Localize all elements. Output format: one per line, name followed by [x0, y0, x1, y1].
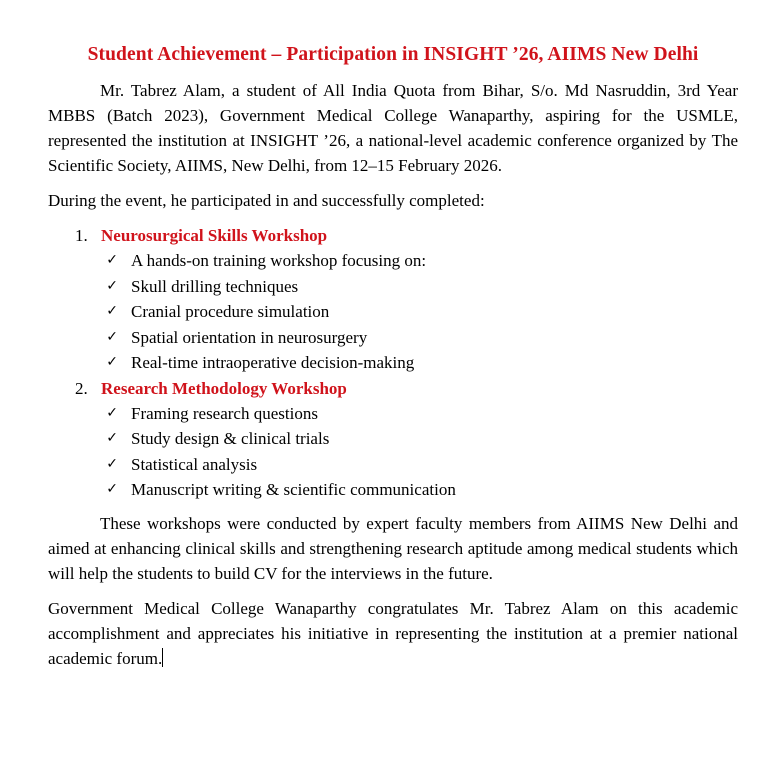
- workshop-topics: [48, 401, 738, 503]
- list-item: [48, 325, 738, 351]
- workshop-topics: [48, 248, 738, 376]
- list-item: [48, 426, 738, 452]
- list-item-text: A hands-on training workshop focusing on:: [131, 251, 427, 270]
- list-item: [48, 350, 738, 376]
- list-item-text: Study design & clinical trials: [131, 429, 330, 448]
- list-item: [48, 452, 738, 478]
- checkmark-icon: ✓: [106, 354, 118, 370]
- congratulations-paragraph[interactable]: [48, 596, 738, 671]
- document-page: [48, 44, 738, 671]
- lead-in-paragraph: During the event, he participated in and successfully completed:: [48, 191, 485, 210]
- list-item-text: Statistical analysis: [131, 454, 258, 474]
- checkmark-icon: ✓: [106, 252, 118, 268]
- list-item-text: Manuscript writing & scientific communication: [131, 480, 456, 499]
- workshop-title: Research Methodology Workshop: [101, 378, 347, 398]
- list-item: [48, 248, 738, 274]
- list-item-text: Cranial procedure simulation: [131, 302, 330, 321]
- list-item-text: Skull drilling techniques: [131, 276, 299, 296]
- list-number: 2.: [75, 378, 88, 398]
- list-item-text: Spatial orientation in neurosurgery: [131, 327, 368, 347]
- workshop-list: [48, 223, 738, 503]
- checkmark-icon: ✓: [106, 277, 118, 294]
- checkmark-icon: ✓: [106, 481, 118, 497]
- checkmark-icon: ✓: [106, 328, 118, 345]
- document-title: Student Achievement – Participation in INSIGHT ’26, AIIMS New Delhi: [87, 44, 699, 65]
- list-item: [48, 477, 738, 503]
- intro-paragraph: Mr. Tabrez Alam, a student of All India Quota from Bihar, S/o. Md Nasruddin, 3rd Year MBBS (Batch 2023), Government Medical College Wanaparthy, aspiring for the USMLE, represented the institution at INSIGHT ’26, a national-level academic conference organized by The Scientific Society, AIIMS, New Delhi, from 12–15 February 2026.: [48, 81, 738, 175]
- checkmark-icon: ✓: [106, 430, 118, 446]
- text-cursor: [162, 648, 163, 667]
- congratulations-text: Government Medical College Wanaparthy congratulates Mr. Tabrez Alam on this academic accomplishment and appreciates his initiative in representing the institution at a premier national academic forum.: [48, 598, 738, 668]
- list-item: [48, 274, 738, 300]
- list-item: [48, 299, 738, 325]
- workshop-title: Neurosurgical Skills Workshop: [101, 226, 328, 245]
- checkmark-icon: ✓: [106, 404, 118, 421]
- workshop-item: [48, 376, 738, 503]
- conclusion-paragraph: These workshops were conducted by expert faculty members from AIIMS New Delhi and aimed at enhancing clinical skills and strengthening research aptitude among medical students which will help the students to build CV for the interviews in the future.: [48, 513, 738, 583]
- list-item-text: Real-time intraoperative decision-making: [131, 353, 415, 372]
- list-number: 1.: [75, 226, 88, 245]
- list-item: [48, 401, 738, 427]
- workshop-item: [48, 223, 738, 376]
- list-item-text: Framing research questions: [131, 403, 318, 423]
- checkmark-icon: ✓: [106, 303, 118, 319]
- checkmark-icon: ✓: [106, 455, 118, 472]
